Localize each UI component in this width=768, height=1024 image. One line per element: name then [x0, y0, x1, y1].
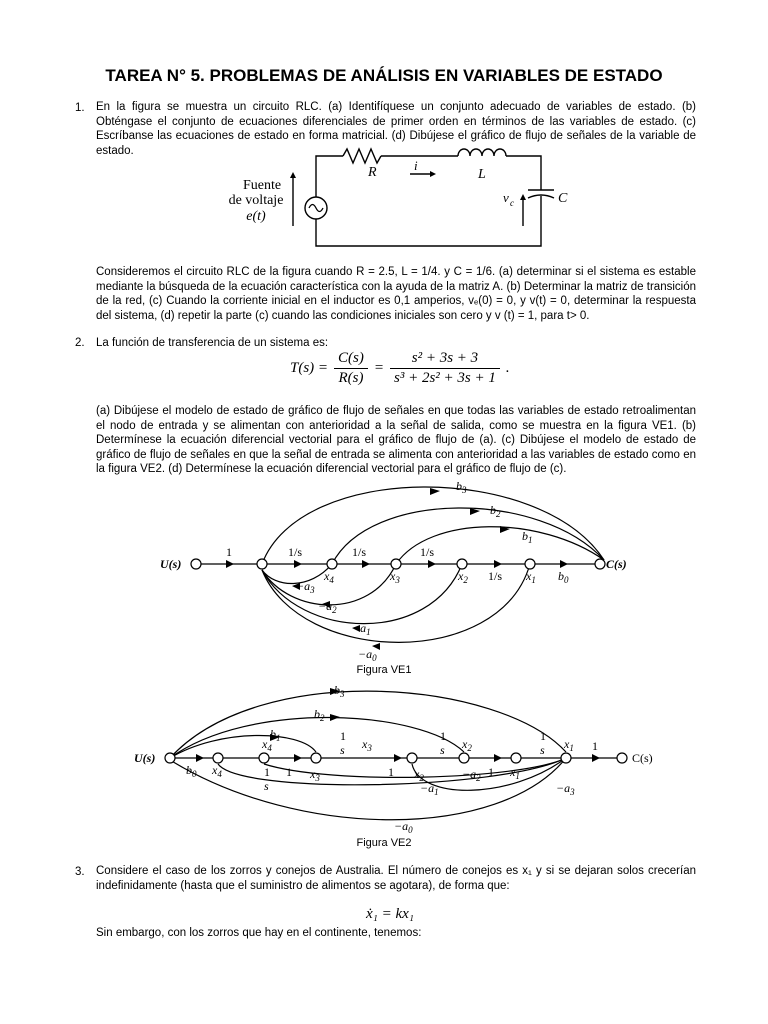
ve1-x2: $x_2$ — [458, 569, 468, 585]
ve1-b1: $b_1$ — [522, 529, 533, 545]
ve2-a1: $-a_1$ — [420, 781, 439, 797]
ve2-x3-dot: $x_3$ — [310, 767, 320, 783]
rabbit-equation: ẋ₁ = kx₁ — [366, 906, 415, 922]
ve2-int-3-num: 1 — [540, 729, 546, 743]
ve2-gain-1b: 1 — [388, 765, 394, 779]
ve1-output-label: C(s) — [606, 557, 627, 571]
tf-ratio-den: R(s) — [338, 370, 364, 386]
problem-3-number: 3. — [75, 866, 85, 878]
tf-ratio-num: C(s) — [334, 350, 368, 369]
ve1-x1: $x_1$ — [526, 569, 536, 585]
ve2-b2: $b_2$ — [314, 707, 325, 723]
source-label-2: de voltaje — [228, 193, 284, 208]
tf-polynomial — [390, 350, 500, 387]
ve2-int-3-den: s — [540, 743, 545, 757]
ve2-gain-1a: 1 — [286, 765, 292, 779]
ve2-a3: $-a_3$ — [556, 781, 575, 797]
problem-1-text: En la figura se muestra un circuito RLC. (a) Identifíquese un conjunto adecuado de variables de estado. (b) Obténgase el conjunto de ecuaciones diferenciales de primer orden en términos de las variables de estado. (c) Escríbanse las ecuaciones de estado en forma matricial. (d) Dibújese el gráfico de flujo de señales de la variable de estado. — [96, 101, 696, 157]
capacitor-label: C — [558, 191, 568, 206]
ve2-input-label: U(s) — [134, 751, 156, 765]
tf-ratio — [334, 350, 368, 387]
problem-3-text-2: Sin embargo, con los zorros que hay en el continente, tenemos: — [96, 927, 422, 939]
problem-1-text-2: Consideremos el circuito RLC de la figura cuando R = 2.5, L = 1/4. y C = 1/6. (a) determinar si el sistema es estable mediante la búsqueda de la ecuación característica con la ayuda de la matriz A. (b) Determinar la matriz de transición de la red, (c) Cuando la corriente inicial en el inductor es 0,1 amperios, vₑ(0) = 0, y v(t) = 0, determinar la respuesta del sistema, (d) repetir la parte (c) cuando las condiciones iniciales son cero y v (t) = 1, para t> 0. — [96, 266, 696, 322]
capacitor-voltage-label: v — [503, 190, 509, 205]
problem-2-text: (a) Dibújese el modelo de estado de gráfico de flujo de señales en que todas las variables de estado retroalimentan el nodo de entrada y se alimentan con anterioridad a la señal de salida, como se muestra en la figura VE1. (b) Determínese la ecuación diferencial vectorial para el gráfico de flujo de (a). (c) Dibújese el modelo de estado de gráfico de flujo de señales en que la señal de entrada se alimenta con anterioridad a las variables de estado como en la figura VE2. (d) Determínese la ecuación diferencial vectorial para el gráfico de flujo de (c). — [96, 405, 696, 475]
resistor-label: R — [368, 165, 377, 180]
ve2-a0: $-a_0$ — [394, 819, 413, 835]
ve2-int-1-den: s — [340, 743, 345, 757]
ve1-b3: $b_3$ — [456, 479, 467, 495]
ve1-a2: $-a_2$ — [318, 599, 337, 615]
ve2-gain-1c: 1 — [488, 765, 494, 779]
tf-denominator: s³ + 2s² + 3s + 1 — [394, 370, 496, 386]
ve1-int-4: 1/s — [488, 569, 503, 583]
ve1-int-3: 1/s — [420, 545, 435, 559]
page-title: TAREA N° 5. PROBLEMAS DE ANÁLISIS EN VARIABLES DE ESTADO — [105, 66, 663, 85]
ve2-x3-top: $x_3$ — [362, 737, 372, 753]
ve2-a2: $-a_2$ — [462, 767, 481, 783]
ve1-int-1: 1/s — [288, 545, 303, 559]
figure-ve2-caption: Figura VE2 — [356, 837, 412, 849]
tf-equals: = — [373, 360, 385, 376]
rlc-circuit-diagram — [0, 140, 768, 260]
source-label-1: Fuente — [242, 178, 282, 193]
figure-ve1-caption: Figura VE1 — [356, 664, 412, 676]
problem-2-intro: La función de transferencia de un sistema es: — [96, 337, 329, 349]
ve1-input-label: U(s) — [160, 557, 182, 571]
ve2-x1-top: $x_1$ — [564, 737, 574, 753]
ve1-b0: $b_0$ — [558, 569, 569, 585]
tf-numerator: s² + 3s + 3 — [390, 350, 500, 369]
current-label: i — [414, 158, 418, 173]
ve2-x2-dot: $x_2$ — [414, 767, 424, 783]
ve2-x2-top: $x_2$ — [462, 737, 472, 753]
tf-lhs: T(s) = — [290, 360, 329, 376]
ve1-x3: $x_3$ — [390, 569, 400, 585]
ve2-x1-dot: $x_1$ — [510, 765, 520, 781]
ve2-output-label: C(s) — [632, 751, 653, 765]
ve2-x4-top: $x_4$ — [262, 737, 272, 753]
ve2-b1: $b_1$ — [270, 727, 281, 743]
ve1-int-2: 1/s — [352, 545, 367, 559]
capacitor-voltage-sub: c — [510, 198, 514, 208]
tf-end: . — [505, 360, 510, 376]
ve2-int-2-den: s — [440, 743, 445, 757]
ve2-b3: $b_3$ — [334, 683, 345, 699]
ve2-b0: $b_0$ — [186, 763, 197, 779]
ve1-gain-1: 1 — [226, 545, 232, 559]
problem-3-text: Considere el caso de los zorros y conejos de Australia. El número de conejos es x₁ y si se dejaran solos crecerían indefinidamente (hasta que el suministro de alimentos se agotara), de forma que: — [96, 865, 696, 892]
signal-flow-graph-ve2 — [0, 680, 768, 840]
problem-1-number: 1. — [75, 102, 85, 114]
source-label-3: e(t) — [246, 209, 266, 224]
ve2-int-2-num: 1 — [440, 729, 446, 743]
ve1-a3: $-a_3$ — [296, 579, 315, 595]
ve1-a0: $-a_0$ — [358, 647, 377, 663]
ve1-b2: $b_2$ — [490, 503, 501, 519]
ve2-x4-dot: $x_4$ — [212, 763, 222, 779]
problem-2-number: 2. — [75, 337, 85, 349]
ve2-int-1-num: 1 — [340, 729, 346, 743]
inductor-label: L — [478, 167, 486, 182]
ve1-x4: $x_4$ — [324, 569, 334, 585]
signal-flow-graph-ve1 — [0, 470, 768, 670]
ve2-int-4-den: s — [264, 779, 269, 793]
ve2-gain-1d: 1 — [592, 739, 598, 753]
ve2-int-4-num: 1 — [264, 765, 270, 779]
transfer-function-equation — [290, 350, 510, 387]
ve1-a1: $-a_1$ — [352, 621, 371, 637]
